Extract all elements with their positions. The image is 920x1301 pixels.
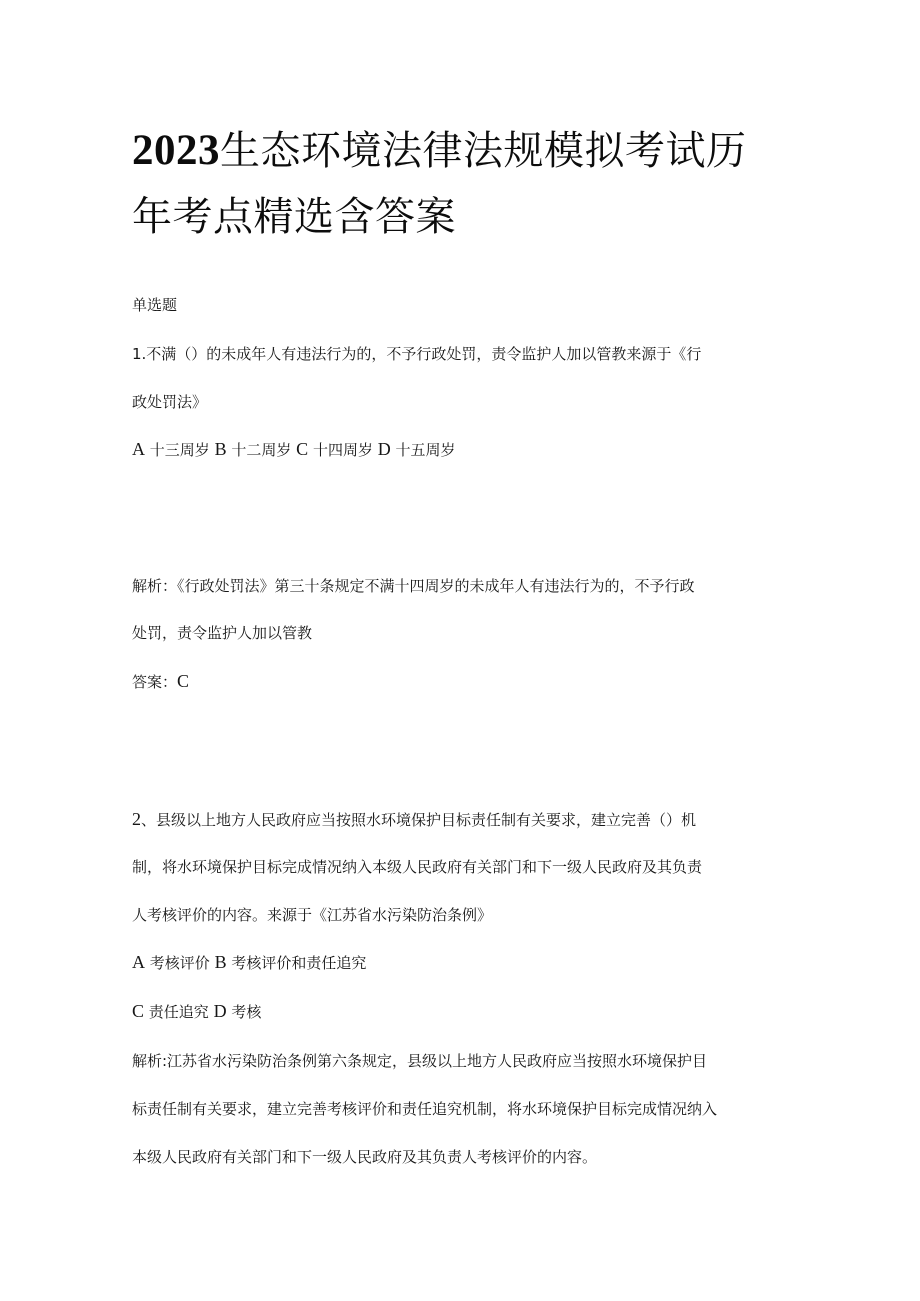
q1-option-b-letter: B	[214, 439, 227, 459]
q2-analysis-line3: 本级人民政府有关部门和下一级人民政府及其负责人考核评价的内容。	[132, 1148, 598, 1166]
q2-option-a-letter: A	[132, 952, 145, 972]
section-label: 单选题	[132, 296, 178, 314]
q1-option-d-text: 十五周岁	[395, 441, 456, 459]
q1-option-c-text: 十四周岁	[312, 441, 373, 459]
q2-option-a-text: 考核评价	[149, 954, 210, 972]
q1-option-d-letter: D	[377, 439, 391, 459]
q2-number: 2	[132, 809, 141, 829]
q2-option-c-text: 责任追究	[148, 1003, 209, 1021]
q2-options-row1	[132, 951, 366, 974]
q2-option-b-text: 考核评价和责任追究	[231, 954, 367, 972]
q1-text-line1: 1.不满（）的未成年人有违法行为的，不予行政处罚，责令监护人加以管教来源于《行	[132, 345, 702, 363]
q1-option-c-letter: C	[296, 439, 309, 459]
q1-option-a-text: 十三周岁	[149, 441, 210, 459]
q1-options	[132, 438, 456, 461]
q1-analysis-line2: 处罚，责令监护人加以管教	[132, 624, 313, 642]
q1-answer	[132, 670, 189, 693]
q1-answer-label: 答案：	[132, 673, 178, 691]
q2-option-d-text: 考核	[231, 1003, 262, 1021]
q2-text-line1	[132, 808, 696, 831]
q2-option-c-letter: C	[132, 1001, 145, 1021]
q1-analysis-line1: 解析：《行政处罚法》第三十条规定不满十四周岁的未成年人有违法行为的，不予行政	[132, 577, 695, 595]
q2-text-line3: 人考核评价的内容。来源于《江苏省水污染防治条例》	[132, 906, 493, 924]
q2-text-line1-body: 、县级以上地方人民政府应当按照水环境保护目标责任制有关要求，建立完善（）机	[141, 811, 697, 829]
q2-option-b-letter: B	[214, 952, 227, 972]
q2-option-d-letter: D	[213, 1001, 227, 1021]
q2-text-line2: 制，将水环境保护目标完成情况纳入本级人民政府有关部门和下一级人民政府及其负责	[132, 858, 703, 876]
q2-analysis-line2: 标责任制有关要求，建立完善考核评价和责任追究机制，将水环境保护目标完成情况纳入	[132, 1100, 718, 1118]
title-text-line1: 生态环境法律法规模拟考试历	[220, 128, 747, 174]
q1-answer-value: C	[177, 671, 190, 691]
q2-analysis-line1: 解析:江苏省水污染防治条例第六条规定，县级以上地方人民政府应当按照水环境保护目	[132, 1052, 708, 1070]
q1-option-b-text: 十二周岁	[231, 441, 292, 459]
document-title	[132, 118, 812, 250]
title-year: 2023	[132, 127, 220, 174]
q2-options-row2	[132, 1000, 261, 1023]
q1-option-a-letter: A	[132, 439, 145, 459]
q1-text-line2: 政处罚法》	[132, 393, 208, 411]
title-text-line2: 年考点精选含答案	[132, 194, 456, 240]
